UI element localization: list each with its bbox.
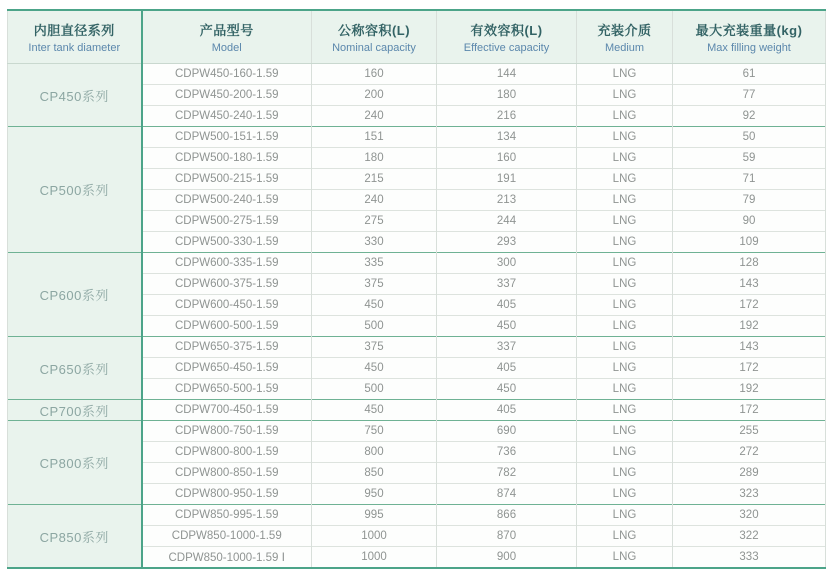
header-effective-capacity	[437, 10, 577, 64]
cell-medium: LNG	[577, 463, 673, 484]
cell-nominal-capacity-l: 151	[312, 127, 437, 148]
cell-nominal-capacity-l: 850	[312, 463, 437, 484]
cell-nominal-capacity-l: 375	[312, 337, 437, 358]
cell-nominal-capacity-l: 335	[312, 253, 437, 274]
cell-nominal-capacity-l: 375	[312, 274, 437, 295]
cell-nominal-capacity-l: 215	[312, 169, 437, 190]
header-nominal-capacity-zh: 公称容积(L)	[337, 23, 411, 38]
table-body	[8, 64, 826, 569]
cell-effective-capacity-l: 160	[437, 148, 577, 169]
cell-nominal-capacity-l: 995	[312, 505, 437, 526]
cell-nominal-capacity-l: 275	[312, 211, 437, 232]
cell-effective-capacity-l: 870	[437, 526, 577, 547]
header-inner-tank-diameter-en: Inter tank diameter	[28, 42, 121, 54]
cell-medium: LNG	[577, 106, 673, 127]
series-label: CP800系列	[8, 421, 142, 505]
cell-model: CDPW800-950-1.59	[142, 484, 312, 505]
cell-medium: LNG	[577, 316, 673, 337]
cell-max-filling-weight-kg: 172	[673, 400, 826, 421]
cell-max-filling-weight-kg: 77	[673, 85, 826, 106]
table-row	[8, 64, 826, 85]
cell-effective-capacity-l: 405	[437, 295, 577, 316]
cell-medium: LNG	[577, 190, 673, 211]
cell-effective-capacity-l: 134	[437, 127, 577, 148]
cell-nominal-capacity-l: 750	[312, 421, 437, 442]
cell-max-filling-weight-kg: 79	[673, 190, 826, 211]
cell-model: CDPW600-335-1.59	[142, 253, 312, 274]
cell-nominal-capacity-l: 200	[312, 85, 437, 106]
cell-model: CDPW600-450-1.59	[142, 295, 312, 316]
cell-effective-capacity-l: 244	[437, 211, 577, 232]
cell-max-filling-weight-kg: 90	[673, 211, 826, 232]
cell-medium: LNG	[577, 505, 673, 526]
cell-model: CDPW500-330-1.59	[142, 232, 312, 253]
cell-effective-capacity-l: 144	[437, 64, 577, 85]
cell-effective-capacity-l: 450	[437, 379, 577, 400]
cell-medium: LNG	[577, 253, 673, 274]
cell-medium: LNG	[577, 484, 673, 505]
cell-effective-capacity-l: 450	[437, 316, 577, 337]
cell-nominal-capacity-l: 450	[312, 400, 437, 421]
cell-medium: LNG	[577, 127, 673, 148]
cell-model: CDPW850-995-1.59	[142, 505, 312, 526]
cell-nominal-capacity-l: 160	[312, 64, 437, 85]
header-row	[8, 10, 826, 64]
header-max-filling-weight-en: Max filling weight	[707, 42, 791, 54]
header-inner-tank-diameter-zh: 内胆直径系列	[33, 23, 115, 38]
cell-nominal-capacity-l: 950	[312, 484, 437, 505]
cell-model: CDPW650-500-1.59	[142, 379, 312, 400]
cell-effective-capacity-l: 216	[437, 106, 577, 127]
cell-medium: LNG	[577, 337, 673, 358]
cell-medium: LNG	[577, 295, 673, 316]
cell-nominal-capacity-l: 1000	[312, 526, 437, 547]
header-model	[142, 10, 312, 64]
cell-nominal-capacity-l: 240	[312, 106, 437, 127]
table-row	[8, 505, 826, 526]
cell-effective-capacity-l: 782	[437, 463, 577, 484]
cell-nominal-capacity-l: 450	[312, 295, 437, 316]
cell-model: CDPW500-275-1.59	[142, 211, 312, 232]
cell-model: CDPW450-240-1.59	[142, 106, 312, 127]
cell-medium: LNG	[577, 358, 673, 379]
cell-nominal-capacity-l: 1000	[312, 547, 437, 569]
cell-effective-capacity-l: 213	[437, 190, 577, 211]
cell-model: CDPW850-1000-1.59	[142, 526, 312, 547]
cell-model: CDPW850-1000-1.59 Ⅰ	[142, 547, 312, 569]
cell-model: CDPW500-215-1.59	[142, 169, 312, 190]
cell-model: CDPW650-450-1.59	[142, 358, 312, 379]
cell-model: CDPW500-180-1.59	[142, 148, 312, 169]
cell-model: CDPW800-800-1.59	[142, 442, 312, 463]
cell-max-filling-weight-kg: 255	[673, 421, 826, 442]
cell-nominal-capacity-l: 450	[312, 358, 437, 379]
cell-medium: LNG	[577, 211, 673, 232]
cell-nominal-capacity-l: 180	[312, 148, 437, 169]
cell-medium: LNG	[577, 85, 673, 106]
cell-effective-capacity-l: 690	[437, 421, 577, 442]
table-row	[8, 253, 826, 274]
cell-max-filling-weight-kg: 128	[673, 253, 826, 274]
header-effective-capacity-zh: 有效容积(L)	[470, 23, 543, 38]
cell-medium: LNG	[577, 547, 673, 569]
header-effective-capacity-en: Effective capacity	[463, 42, 550, 54]
table-row	[8, 400, 826, 421]
cell-model: CDPW600-375-1.59	[142, 274, 312, 295]
cell-model: CDPW700-450-1.59	[142, 400, 312, 421]
header-model-zh: 产品型号	[199, 23, 254, 38]
cell-max-filling-weight-kg: 143	[673, 274, 826, 295]
cell-model: CDPW500-151-1.59	[142, 127, 312, 148]
cell-effective-capacity-l: 300	[437, 253, 577, 274]
cell-medium: LNG	[577, 232, 673, 253]
cell-model: CDPW800-750-1.59	[142, 421, 312, 442]
cell-effective-capacity-l: 900	[437, 547, 577, 569]
cell-max-filling-weight-kg: 192	[673, 379, 826, 400]
header-medium-zh: 充装介质	[597, 23, 652, 38]
cell-effective-capacity-l: 337	[437, 274, 577, 295]
series-label: CP850系列	[8, 505, 142, 569]
cell-medium: LNG	[577, 64, 673, 85]
table-row	[8, 421, 826, 442]
cell-model: CDPW650-375-1.59	[142, 337, 312, 358]
cell-effective-capacity-l: 293	[437, 232, 577, 253]
table-row	[8, 127, 826, 148]
header-model-en: Model	[211, 42, 242, 54]
cell-max-filling-weight-kg: 50	[673, 127, 826, 148]
cell-medium: LNG	[577, 442, 673, 463]
series-label: CP600系列	[8, 253, 142, 337]
cell-nominal-capacity-l: 800	[312, 442, 437, 463]
cell-medium: LNG	[577, 421, 673, 442]
header-nominal-capacity-en: Nominal capacity	[332, 42, 416, 54]
cell-max-filling-weight-kg: 320	[673, 505, 826, 526]
cell-max-filling-weight-kg: 289	[673, 463, 826, 484]
cell-max-filling-weight-kg: 192	[673, 316, 826, 337]
cell-max-filling-weight-kg: 323	[673, 484, 826, 505]
cell-max-filling-weight-kg: 272	[673, 442, 826, 463]
cell-max-filling-weight-kg: 172	[673, 295, 826, 316]
cell-effective-capacity-l: 337	[437, 337, 577, 358]
cell-nominal-capacity-l: 240	[312, 190, 437, 211]
cell-nominal-capacity-l: 330	[312, 232, 437, 253]
header-nominal-capacity	[312, 10, 437, 64]
cell-medium: LNG	[577, 148, 673, 169]
series-label: CP700系列	[8, 400, 142, 421]
cell-medium: LNG	[577, 379, 673, 400]
cell-effective-capacity-l: 736	[437, 442, 577, 463]
cell-model: CDPW600-500-1.59	[142, 316, 312, 337]
header-max-filling-weight	[673, 10, 826, 64]
header-medium-en: Medium	[604, 42, 645, 54]
cell-nominal-capacity-l: 500	[312, 316, 437, 337]
cell-model: CDPW500-240-1.59	[142, 190, 312, 211]
cell-max-filling-weight-kg: 61	[673, 64, 826, 85]
cell-max-filling-weight-kg: 109	[673, 232, 826, 253]
cell-max-filling-weight-kg: 71	[673, 169, 826, 190]
cell-max-filling-weight-kg: 172	[673, 358, 826, 379]
cell-nominal-capacity-l: 500	[312, 379, 437, 400]
cell-effective-capacity-l: 405	[437, 358, 577, 379]
cell-model: CDPW450-160-1.59	[142, 64, 312, 85]
cell-effective-capacity-l: 405	[437, 400, 577, 421]
header-inner-tank-diameter	[8, 10, 142, 64]
table-header	[8, 10, 826, 64]
cell-effective-capacity-l: 180	[437, 85, 577, 106]
cell-effective-capacity-l: 191	[437, 169, 577, 190]
cell-model: CDPW450-200-1.59	[142, 85, 312, 106]
cell-effective-capacity-l: 866	[437, 505, 577, 526]
cell-effective-capacity-l: 874	[437, 484, 577, 505]
cell-model: CDPW800-850-1.59	[142, 463, 312, 484]
series-label: CP650系列	[8, 337, 142, 400]
cell-max-filling-weight-kg: 59	[673, 148, 826, 169]
table-row	[8, 337, 826, 358]
cell-medium: LNG	[577, 526, 673, 547]
product-spec-table	[7, 9, 826, 569]
cell-max-filling-weight-kg: 333	[673, 547, 826, 569]
cell-max-filling-weight-kg: 92	[673, 106, 826, 127]
cell-medium: LNG	[577, 169, 673, 190]
cell-medium: LNG	[577, 400, 673, 421]
series-label: CP450系列	[8, 64, 142, 127]
cell-max-filling-weight-kg: 143	[673, 337, 826, 358]
header-max-filling-weight-zh: 最大充装重量(kg)	[695, 23, 803, 38]
cell-medium: LNG	[577, 274, 673, 295]
header-medium	[577, 10, 673, 64]
cell-max-filling-weight-kg: 322	[673, 526, 826, 547]
series-label: CP500系列	[8, 127, 142, 253]
